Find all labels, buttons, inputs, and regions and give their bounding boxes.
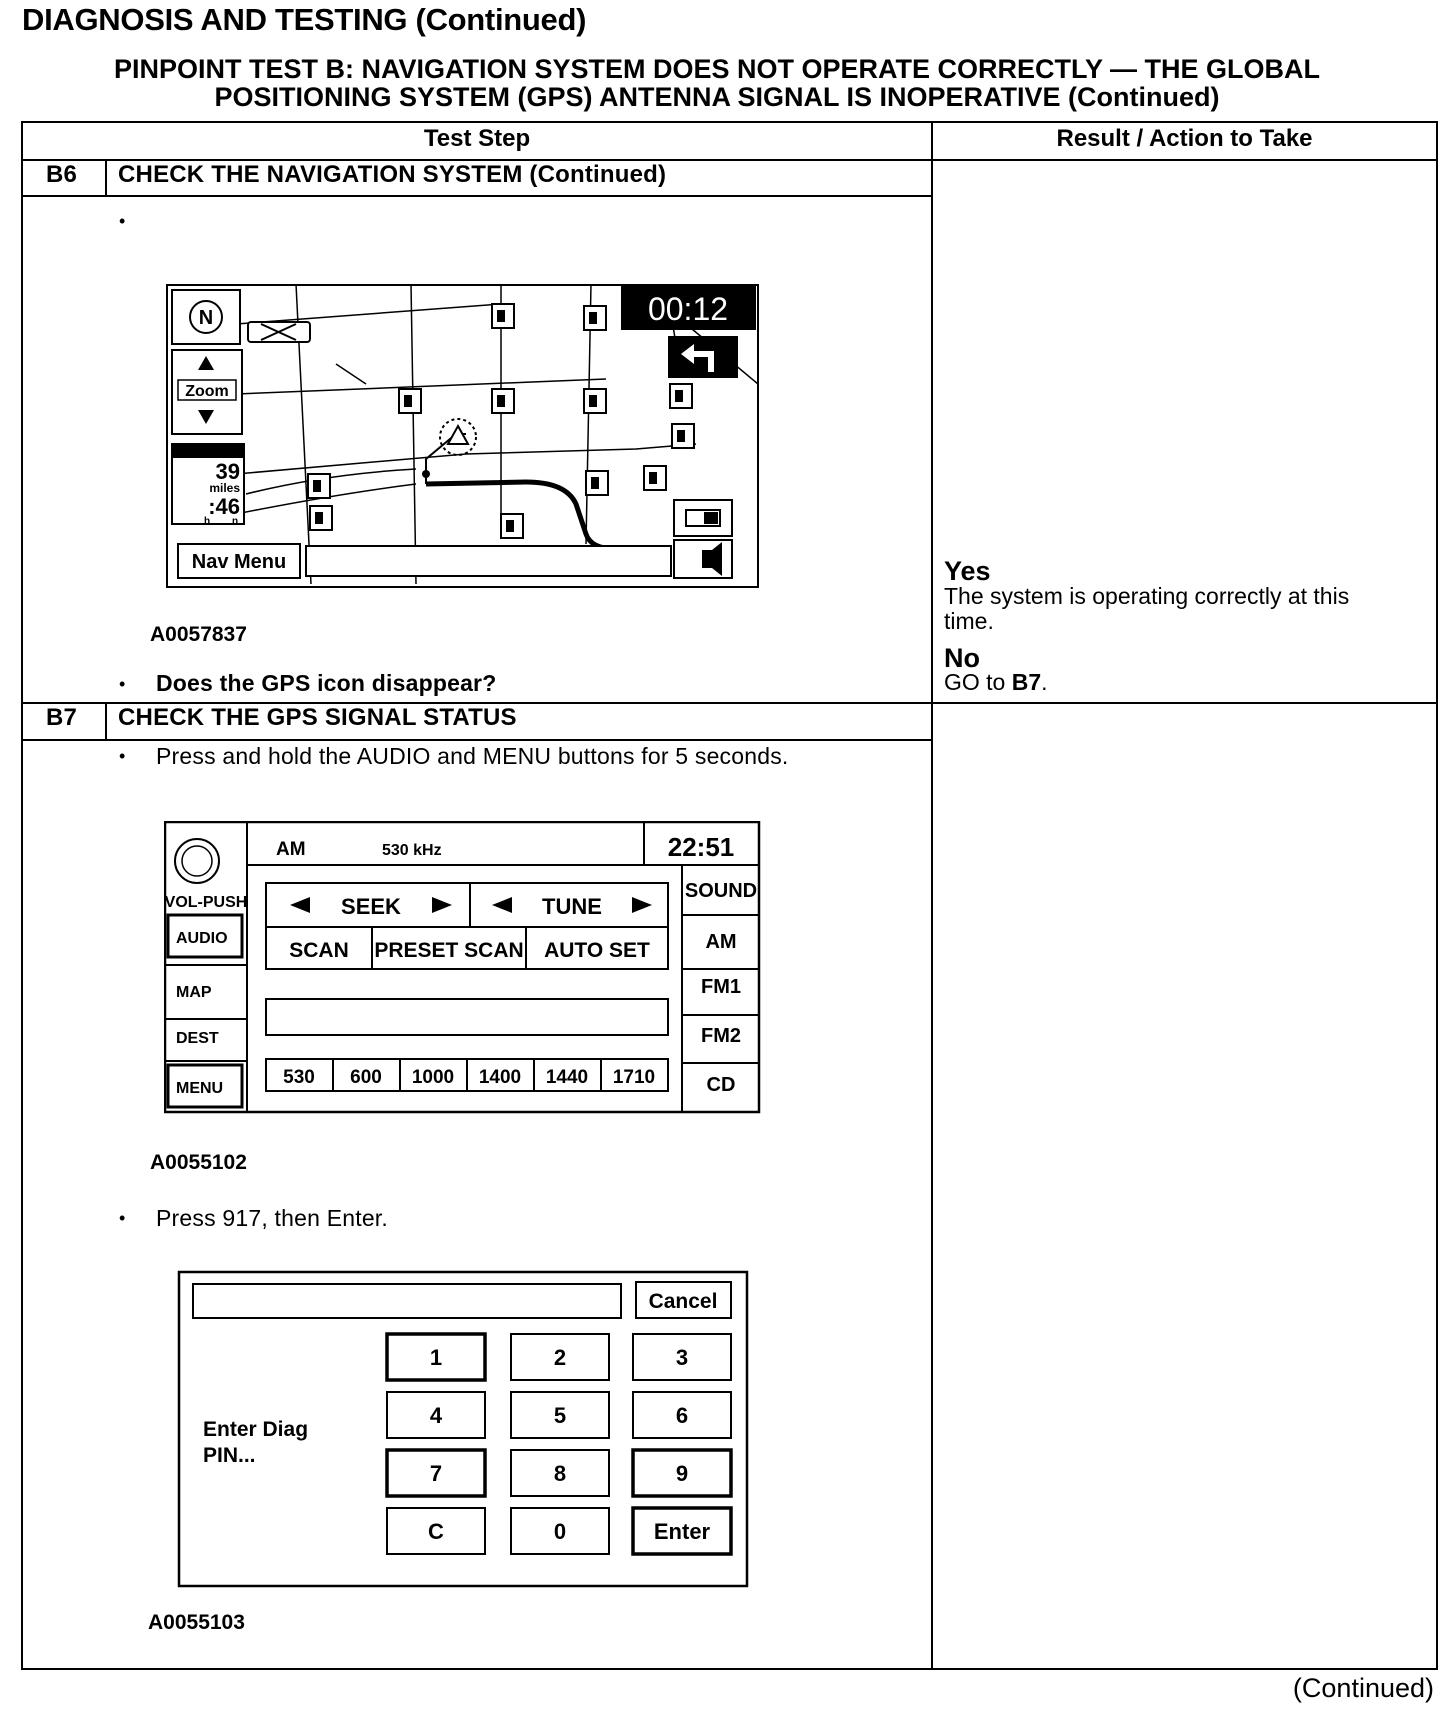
svg-text:2: 2 xyxy=(553,1345,567,1370)
col-header-result: Result / Action to Take xyxy=(1056,125,1313,152)
svg-text:4: 4 xyxy=(429,1403,443,1428)
svg-text:39: 39 xyxy=(215,459,240,484)
svg-text:8: 8 xyxy=(553,1461,567,1486)
svg-text:3: 3 xyxy=(675,1345,689,1370)
b7-step2: Press 917, then Enter. xyxy=(156,1205,388,1231)
preset-scan-button[interactable]: PRESET SCAN xyxy=(374,939,524,962)
svg-text:Enter: Enter xyxy=(653,1519,711,1544)
svg-text::46: :46 xyxy=(208,494,240,519)
pin-input-field[interactable] xyxy=(193,1284,621,1318)
auto-set-button[interactable]: AUTO SET xyxy=(544,939,650,962)
svg-text:AUDIO: AUDIO xyxy=(176,930,228,947)
result-no-text: GO to B7. xyxy=(944,669,1048,695)
svg-text:00:12: 00:12 xyxy=(647,291,729,327)
svg-text:h: h xyxy=(204,516,211,527)
svg-text:AM: AM xyxy=(276,839,306,860)
svg-text:Zoom: Zoom xyxy=(185,383,229,400)
result-no-label: No xyxy=(944,643,980,673)
b6-question: Does the GPS icon disappear? xyxy=(156,670,497,696)
seek-button[interactable]: SEEK xyxy=(341,894,401,919)
step-id-b6: B6 xyxy=(46,161,78,188)
b7-step1: Press and hold the AUDIO and MENU buttons for 5 seconds. xyxy=(156,743,789,769)
svg-text:PIN...: PIN... xyxy=(203,1444,256,1467)
svg-text:9: 9 xyxy=(675,1461,689,1486)
navigation-screen-figure xyxy=(166,284,760,590)
step-title-b7: CHECK THE GPS SIGNAL STATUS xyxy=(118,704,517,731)
dest-button[interactable]: DEST xyxy=(176,1030,219,1047)
preset-button[interactable]: 530 xyxy=(283,1067,315,1088)
scan-button[interactable]: SCAN xyxy=(289,939,349,962)
pinpoint-title-line2: POSITIONING SYSTEM (GPS) ANTENNA SIGNAL IS INOPERATIVE (Continued) xyxy=(214,82,1220,112)
svg-text:530 kHz: 530 kHz xyxy=(382,842,442,859)
fm1-button[interactable]: FM1 xyxy=(701,976,741,998)
figure-id-b7-2: A0055103 xyxy=(148,1611,245,1634)
preset-button[interactable]: 1440 xyxy=(545,1067,589,1088)
continued-label: (Continued) xyxy=(1292,1673,1434,1703)
pin-prompt: Enter Diag xyxy=(203,1418,309,1441)
col-header-test-step: Test Step xyxy=(423,125,531,152)
step-title-b6: CHECK THE NAVIGATION SYSTEM (Continued) xyxy=(118,161,667,188)
radio-text-field xyxy=(266,999,668,1035)
svg-text:0: 0 xyxy=(553,1519,567,1544)
svg-text:Cancel: Cancel xyxy=(648,1290,718,1313)
sound-button[interactable]: SOUND xyxy=(684,880,758,902)
figure-id-b7-1: A0055102 xyxy=(150,1151,247,1174)
bullet: • xyxy=(119,1208,126,1228)
am-button[interactable]: AM xyxy=(705,931,737,953)
svg-text:miles: miles xyxy=(209,481,240,495)
preset-button[interactable]: 1000 xyxy=(411,1067,455,1088)
map-button[interactable]: MAP xyxy=(176,984,212,1001)
result-yes-text: The system is operating correctly at this time. xyxy=(944,583,1350,634)
tune-button[interactable]: TUNE xyxy=(542,894,602,919)
figure-id-b6: A0057837 xyxy=(150,623,247,646)
bullet: • xyxy=(119,746,126,766)
goto-b7-link[interactable]: B7 xyxy=(1011,669,1042,695)
status-bar xyxy=(306,546,671,576)
cd-button[interactable]: CD xyxy=(706,1074,736,1096)
svg-text:MENU: MENU xyxy=(176,1080,224,1097)
page-title: DIAGNOSIS AND TESTING (Continued) xyxy=(22,2,587,37)
svg-text:5: 5 xyxy=(553,1403,567,1428)
svg-text:1: 1 xyxy=(429,1345,443,1370)
bullet: • xyxy=(119,211,126,231)
radio-screen-figure xyxy=(164,821,762,1116)
preset-button[interactable]: 1710 xyxy=(612,1067,656,1088)
result-yes-label: Yes xyxy=(944,556,991,586)
svg-text:7: 7 xyxy=(429,1461,443,1486)
preset-button[interactable]: 1400 xyxy=(478,1067,522,1088)
pinpoint-title-line1: PINPOINT TEST B: NAVIGATION SYSTEM DOES NOT OPERATE CORRECTLY — THE GLOBAL xyxy=(113,54,1321,84)
svg-text:6: 6 xyxy=(675,1403,689,1428)
svg-text:C: C xyxy=(428,1519,444,1544)
svg-text:Nav Menu: Nav Menu xyxy=(191,551,287,573)
svg-text:VOL-PUSH: VOL-PUSH xyxy=(164,894,248,911)
fm2-button[interactable]: FM2 xyxy=(701,1025,741,1047)
pinpoint-title xyxy=(22,55,1412,111)
compass-icon: N xyxy=(198,307,214,329)
svg-text:22:51: 22:51 xyxy=(667,832,735,862)
step-id-b7: B7 xyxy=(46,704,78,731)
pin-pad-figure xyxy=(177,1270,749,1588)
preset-button[interactable]: 600 xyxy=(350,1067,382,1088)
bullet: • xyxy=(119,674,126,694)
svg-text:n: n xyxy=(232,516,239,527)
